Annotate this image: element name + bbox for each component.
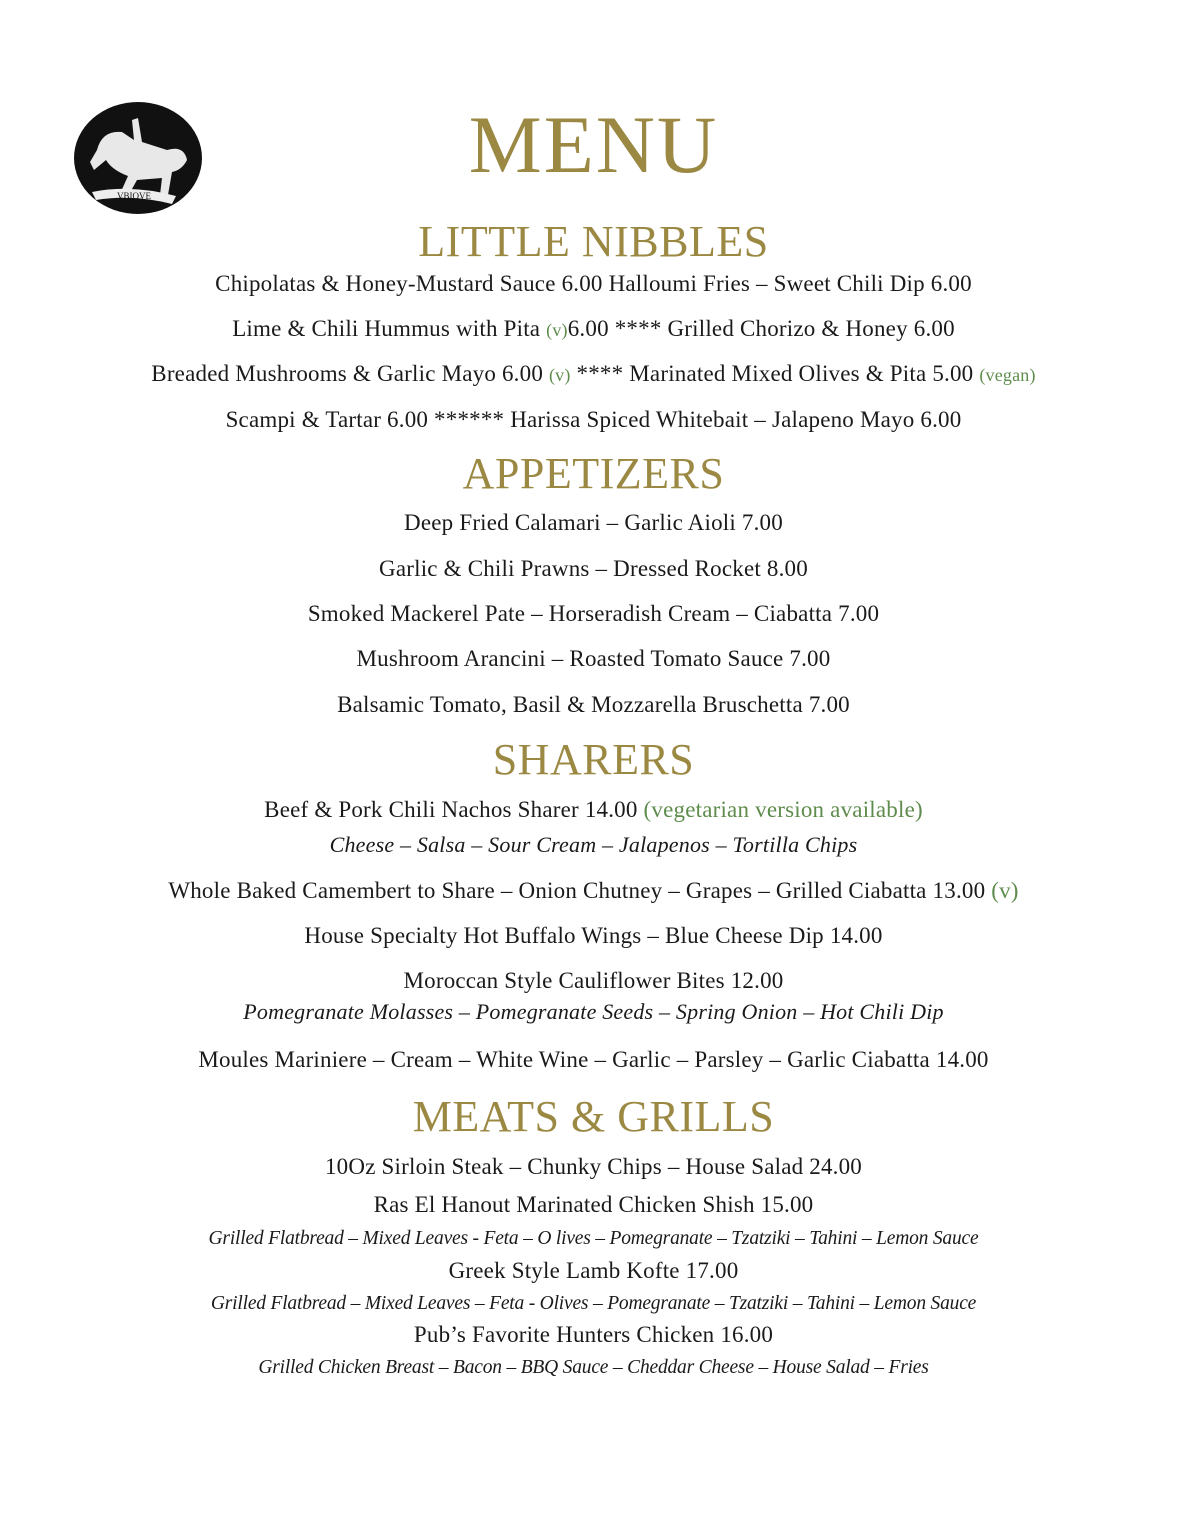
menu-item: Pub’s Favorite Hunters Chicken 16.00 [413,1322,774,1347]
menu-line: Chipolatas & Honey-Mustard Sauce 6.00 Halloumi Fries – Sweet Chili Dip 6.00 [215,271,972,296]
menu-line: Scampi & Tartar 6.00 ****** Harissa Spiced Whitebait – Jalapeno Mayo 6.00 [225,407,962,432]
item-description: Cheese – Salsa – Sour Cream – Jalapenos – Tortilla Chips [329,832,858,857]
menu-item: Smoked Mackerel Pate – Horseradish Cream – Ciabatta 7.00 [307,601,880,626]
menu-title: MENU [468,99,719,190]
item-text: 6.00 **** Grilled Chorizo & Honey 6.00 [567,316,955,341]
menu-line [0,314,1187,345]
logo-motto: VBIQVE [117,191,151,201]
item-text: **** Marinated Mixed Olives & Pita 5.00 [570,361,980,386]
menu-item: Ras El Hanout Marinated Chicken Shish 15.00 [373,1192,814,1217]
section-heading-appetizers: APPETIZERS [462,449,725,498]
menu-item: Balsamic Tomato, Basil & Mozzarella Bruschetta 7.00 [337,692,850,717]
menu-item: Moroccan Style Cauliflower Bites 12.00 [403,968,784,993]
menu-item: 10Oz Sirloin Steak – Chunky Chips – House Salad 24.00 [324,1154,863,1179]
vegetarian-tag: (v) [546,320,568,340]
item-text: Whole Baked Camembert to Share – Onion Chutney – Grapes – Grilled Ciabatta 13.00 [168,878,992,903]
menu-item [0,876,1187,906]
menu-item: House Specialty Hot Buffalo Wings – Blue Cheese Dip 14.00 [304,923,883,948]
section-heading-meats-grills: MEATS & GRILLS [412,1092,775,1141]
section-heading-sharers: SHARERS [492,735,695,784]
item-description: Grilled Chicken Breast – Bacon – BBQ Sauce – Cheddar Cheese – House Salad – Fries [258,1357,929,1378]
item-description: Grilled Flatbread – Mixed Leaves – Feta - Olives – Pomegranate – Tzatziki – Tahini – Lemon Sauce [210,1293,977,1314]
item-description: Pomegranate Molasses – Pomegranate Seeds – Spring Onion – Hot Chili Dip [243,999,944,1024]
item-text: Beef & Pork Chili Nachos Sharer 14.00 [264,797,644,822]
vegetarian-note: (vegetarian version available) [643,797,923,822]
menu-item: Moules Mariniere – Cream – White Wine – Garlic – Parsley – Garlic Ciabatta 14.00 [198,1047,989,1072]
item-text: Breaded Mushrooms & Garlic Mayo 6.00 [151,361,549,386]
section-heading-little-nibbles: LITTLE NIBBLES [418,217,769,266]
menu-item: Greek Style Lamb Kofte 17.00 [448,1258,739,1283]
menu-item: Garlic & Chili Prawns – Dressed Rocket 8.00 [379,556,808,581]
menu-item [0,795,1187,825]
menu-item: Deep Fried Calamari – Garlic Aioli 7.00 [404,510,783,535]
vegetarian-tag: (v) [548,365,571,385]
item-description: Grilled Flatbread – Mixed Leaves - Feta – O lives – Pomegranate – Tzatziki – Tahini – Lemon Sauce [208,1228,979,1249]
item-text: Lime & Chili Hummus with Pita [232,316,547,341]
vegan-tag: (vegan) [979,365,1036,385]
menu-item: Mushroom Arancini – Roasted Tomato Sauce 7.00 [356,646,831,671]
vegetarian-tag: (v) [991,878,1019,903]
menu-line [0,359,1187,390]
